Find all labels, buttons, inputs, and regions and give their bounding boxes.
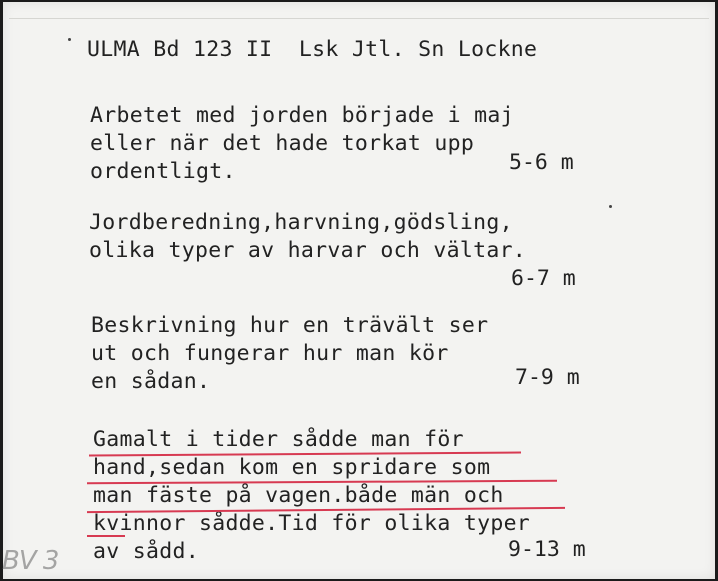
section-1-range: 5-6 m [509, 150, 574, 175]
section-3-line-3: en sådan. [91, 369, 211, 394]
section-4-line-1: Gamalt i tider sådde man för [93, 427, 464, 452]
section-3-line-1: Beskrivning hur en trävält ser [91, 313, 489, 338]
section-4-range: 9-13 m [508, 537, 586, 562]
section-1-line-3: ordentligt. [90, 159, 236, 184]
ink-speck [68, 38, 71, 41]
archive-card [3, 2, 715, 579]
section-2-line-2: olika typer av harvar och vältar. [89, 238, 527, 263]
ink-speck [609, 205, 612, 208]
margin-annotation: BV 3 [2, 546, 59, 576]
section-3-line-2: ut och fungerar hur man kör [91, 341, 449, 366]
red-underline [87, 535, 125, 537]
section-4-line-5: av sådd. [93, 539, 199, 564]
section-4-line-4: kvinnor sådde.Tid för olika typer [93, 511, 531, 536]
section-4-line-2: hand,sedan kom en spridare som [93, 455, 491, 480]
section-1-line-1: Arbetet med jorden började i maj [90, 103, 514, 128]
section-2-range: 6-7 m [511, 266, 576, 291]
section-3-range: 7-9 m [515, 365, 580, 390]
section-1-line-2: eller när det hade torkat upp [90, 131, 475, 156]
section-2-line-1: Jordberedning,harvning,gödsling, [89, 210, 513, 235]
section-4-line-3: man fäste på vagen.både män och [93, 483, 504, 508]
card-header: ULMA Bd 123 II Lsk Jtl. Sn Lockne [87, 37, 538, 62]
